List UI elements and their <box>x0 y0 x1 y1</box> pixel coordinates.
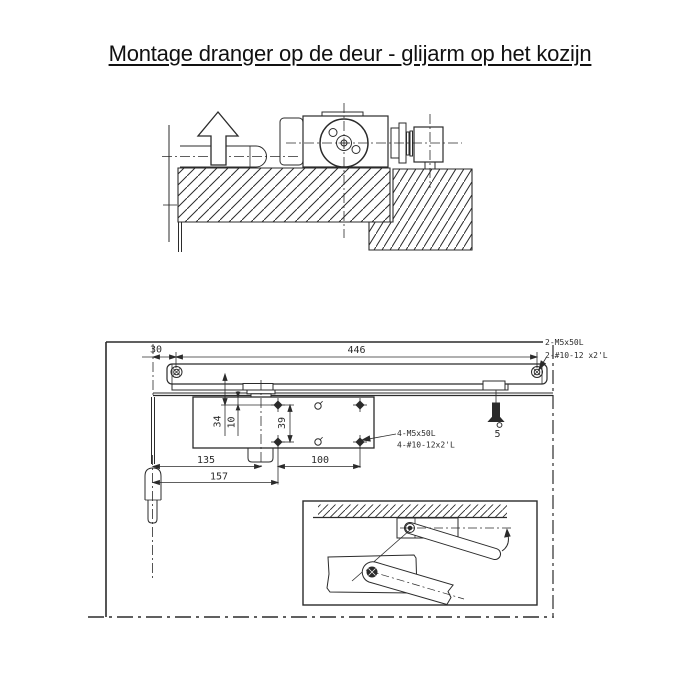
section-view <box>162 103 472 252</box>
plate-center-holes <box>315 401 323 445</box>
direction-up-arrow <box>198 112 238 165</box>
detail-inset <box>303 501 537 605</box>
installation-view <box>142 338 608 578</box>
dim-157: 157 <box>209 471 229 483</box>
dim-39: 39 <box>277 416 288 430</box>
page-title-text: Montage dranger op de deur - glijarm op het kozijn <box>108 41 592 66</box>
dim-446: 446 <box>347 345 366 356</box>
label-plate-screws-2: 4-#10-12x2'L <box>397 440 455 450</box>
inset-frame-hatch <box>318 505 507 518</box>
door-closer-body <box>280 112 388 167</box>
door-hinge <box>145 455 161 578</box>
dim-5: 5 <box>494 429 501 440</box>
slide-channel <box>172 381 508 390</box>
track-screw-left <box>171 367 182 378</box>
spindle-stub <box>248 448 273 462</box>
dim-135: 135 <box>196 455 216 466</box>
door-section-hatch <box>178 168 390 222</box>
spindle-assembly <box>391 123 443 170</box>
dim-30: 30 <box>149 344 163 356</box>
dim-100: 100 <box>310 455 330 466</box>
label-track-screws-1: 2-M5x50L <box>545 338 584 347</box>
label-plate-screws-1: 4-M5x50L <box>397 429 436 438</box>
dim-34: 34 <box>212 415 224 428</box>
label-track-screws-2: 2-#10-12 x2'L <box>545 351 608 360</box>
dim-10: 10 <box>226 416 238 429</box>
